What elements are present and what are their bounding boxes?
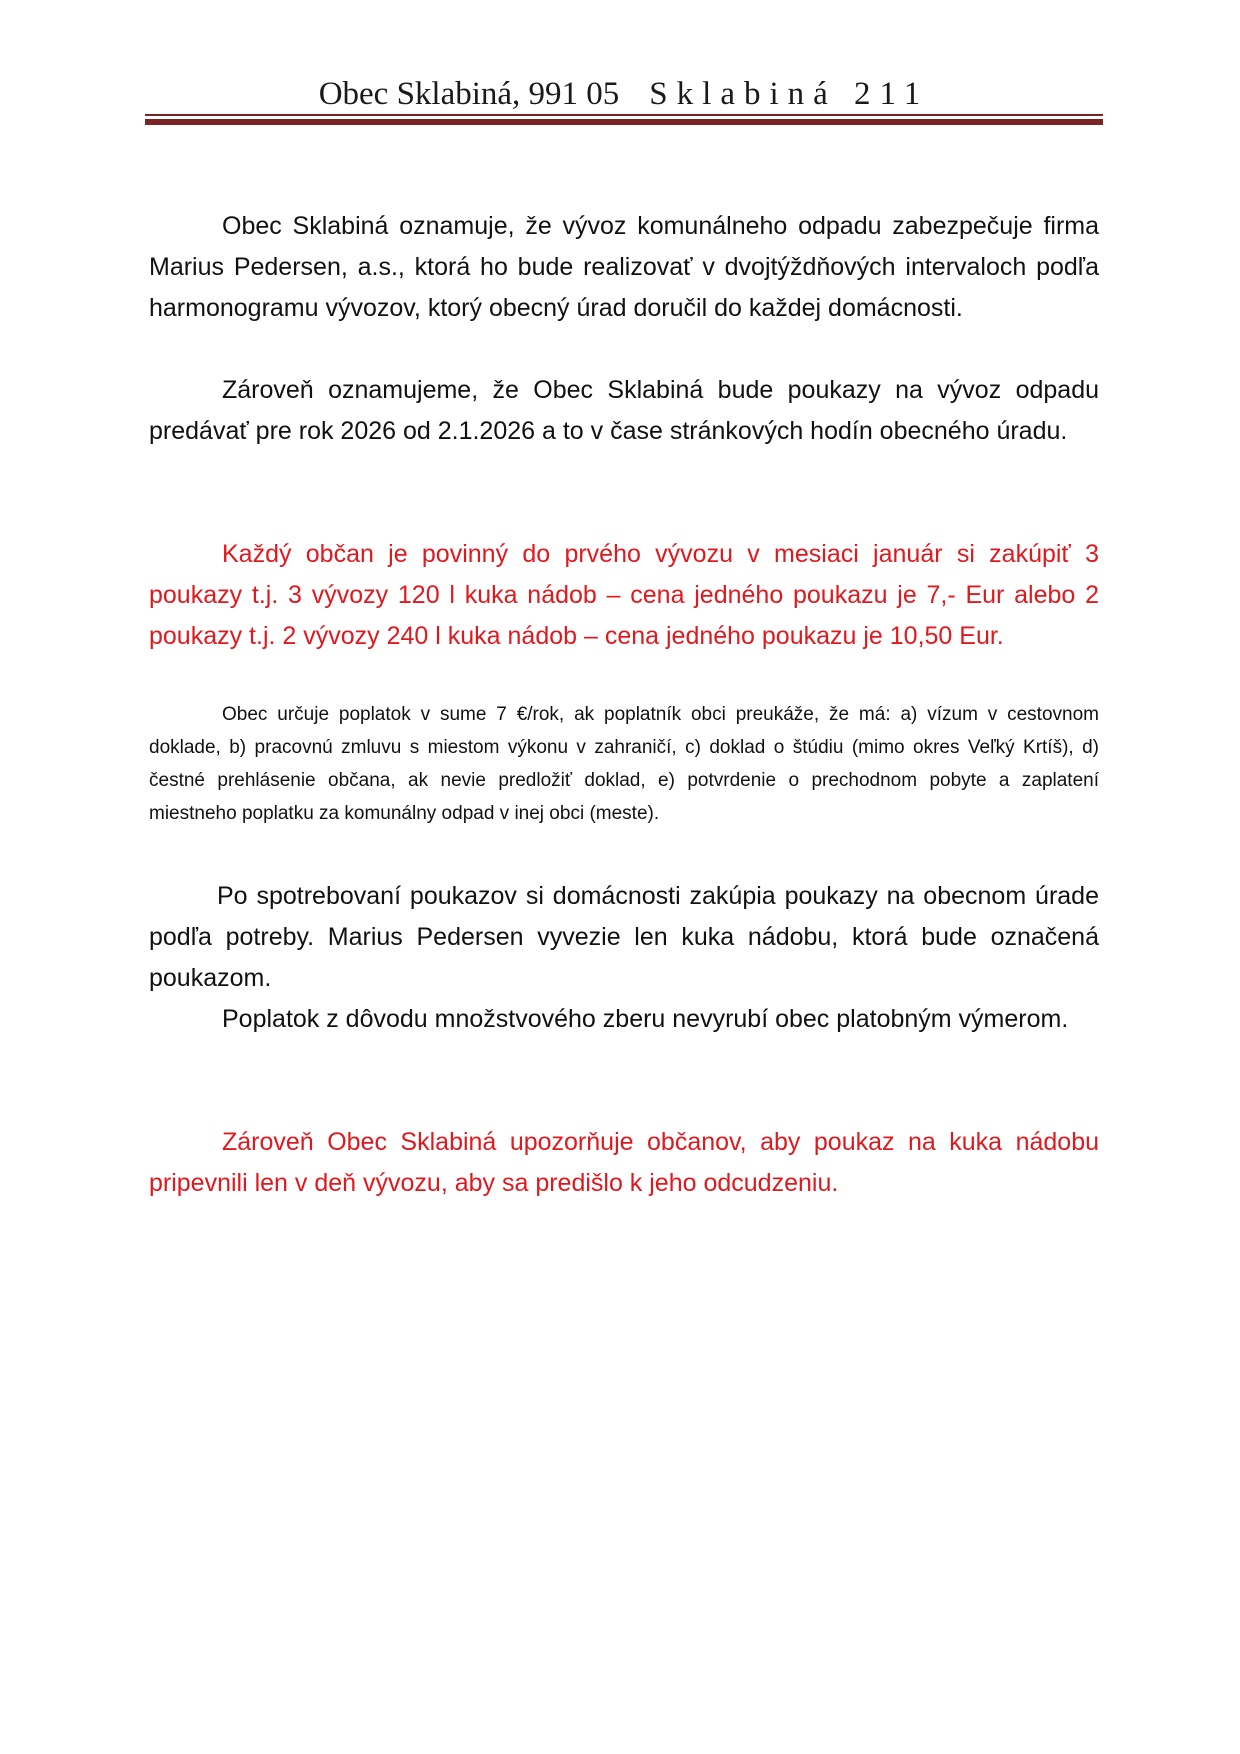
header-rule-thin — [145, 114, 1103, 116]
paragraph-fee-conditions: Obec určuje poplatok v sume 7 €/rok, ak poplatník obci preukáže, že má: a) vízum v cestovnom doklade, b) pracovnú zmluvu s miestom výkonu v zahraničí, c) doklad o štúdiu (mimo okres Veľký Krtíš), d) čestné prehlásenie občana, ak nevie predložiť doklad, e) potvrdenie o prechodnom pobyte a zaplatení miestneho poplatku za komunálny odpad v inej obci (meste). — [149, 704, 1099, 824]
letterhead-village-number: Sklabiná 211 — [649, 76, 930, 112]
paragraph-waste-collection: Obec Sklabiná oznamuje, že vývoz komunálneho odpadu zabezpečuje firma Marius Pedersen, a.s., ktorá ho bude realizovať v dvojtýždňových intervaloch podľa harmonogramu vývozov, ktorý obecný úrad doručil do každej domácnosti. — [149, 212, 1099, 322]
paragraph-warning-red: Zároveň Obec Sklabiná upozorňuje občanov, aby poukaz na kuka nádobu pripevnili len v deň vývozu, aby sa predišlo k jeho odcudzeniu. — [149, 1128, 1099, 1197]
paragraph-voucher-sale: Zároveň oznamujeme, že Obec Sklabiná bude poukazy na vývoz odpadu predávať pre rok 2026 od 2.1.2026 a to v čase stránkových hodín obecného úradu. — [149, 376, 1099, 445]
paragraph-additional-vouchers: Po spotrebovaní poukazov si domácnosti zakúpia poukazy na obecnom úrade podľa potreby. Marius Pedersen vyvezie len kuka nádobu, ktorá bude označená poukazom. — [149, 882, 1099, 992]
paragraph-obligation-red: Každý občan je povinný do prvého vývozu v mesiaci január si zakúpiť 3 poukazy t.j. 3 vývozy 120 l kuka nádob – cena jedného poukazu je 7,- Eur alebo 2 poukazy t.j. 2 vývozy 240 l kuka nádob – cena jedného poukazu je 10,50 Eur. — [149, 540, 1099, 650]
letterhead — [145, 74, 1103, 114]
paragraph-fee-note: Poplatok z dôvodu množstvového zberu nevyrubí obec platobným výmerom. — [222, 1005, 1069, 1033]
header-rule-thick — [145, 119, 1103, 125]
letterhead-address: Obec Sklabiná, 991 05 — [318, 76, 620, 112]
